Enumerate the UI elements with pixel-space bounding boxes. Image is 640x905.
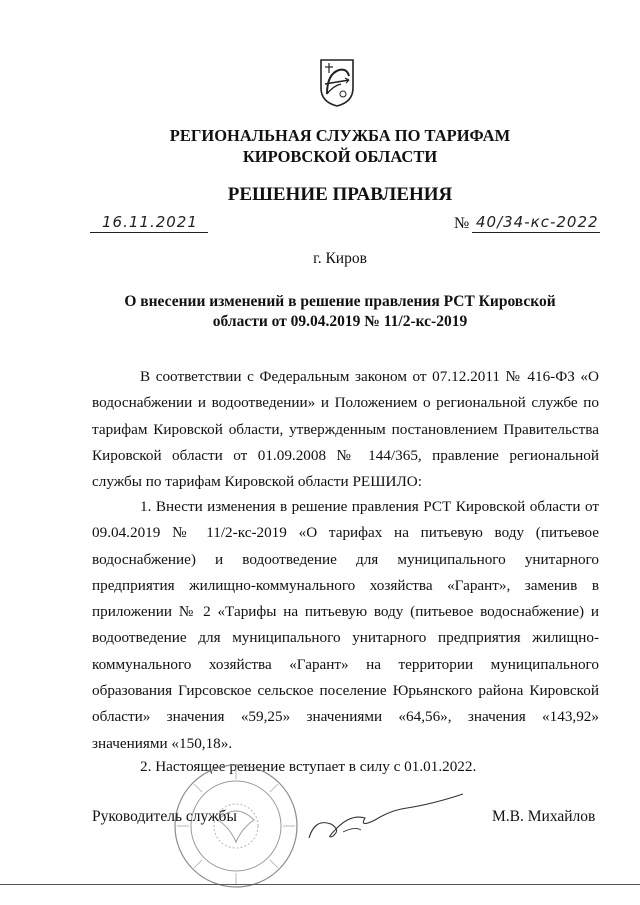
body-paragraph-preamble: В соответствии с Федеральным законом от 07.12.2011 № 416-ФЗ «О водоснабжении и водоотведении» и Положением о региональной службе по тарифам Кировской области, утвержденным постановлением Правительства Кировской области от 01.09.2008 № 144/365, правление региональной службы по тарифам Кировской области РЕШИЛО: [92, 368, 599, 491]
date-underline [90, 232, 208, 233]
decision-number: 40/34-кс-2022 [476, 213, 599, 231]
document-subject: О внесении изменений в решение правления РСТ Кировской области от 09.04.2019 № 11/2-кс-2019 [124, 293, 556, 330]
number-sign: № [454, 215, 470, 232]
signatory-name: М.В. Михайлов [492, 808, 596, 825]
body-paragraph-item-2: 2. Настоящее решение вступает в силу с 01.01.2022. [140, 758, 477, 775]
bottom-rule [0, 884, 640, 885]
body-paragraph-item-1: 1. Внести изменения в решение правления РСТ Кировской области от 09.04.2019 № 11/2-кс-2019 «О тарифах на питьевую воду (питьевое водоснабжение) и водоотведение для муниципального унитарного предприятия жилищно-коммунального хозяйства «Гарант», заменив в приложении № 2 «Тарифы на питьевую воду (питьевое водоснабжение) и водоотведение для муниципального унитарного предприятия жилищно-коммунального хозяйства «Гарант» на территории муниципального образования Гирсовское сельское поселение Юрьянского района Кировской области» значения «59,25» значениями «64,56», значения «143,92» значениями «150,18». [92, 498, 599, 752]
city: г. Киров [313, 250, 367, 267]
organization-name-line2: КИРОВСКОЙ ОБЛАСТИ [242, 147, 438, 166]
kirov-coat-of-arms-icon [319, 58, 355, 108]
organization-name-line1: РЕГИОНАЛЬНАЯ СЛУЖБА ПО ТАРИФАМ [169, 126, 511, 145]
decision-date: 16.11.2021 [102, 213, 198, 231]
signatory-role: Руководитель службы [92, 808, 237, 825]
document-title: РЕШЕНИЕ ПРАВЛЕНИЯ [227, 184, 453, 205]
number-underline [472, 232, 600, 233]
handwritten-signature-icon [303, 788, 468, 846]
official-seal-icon [172, 762, 300, 890]
